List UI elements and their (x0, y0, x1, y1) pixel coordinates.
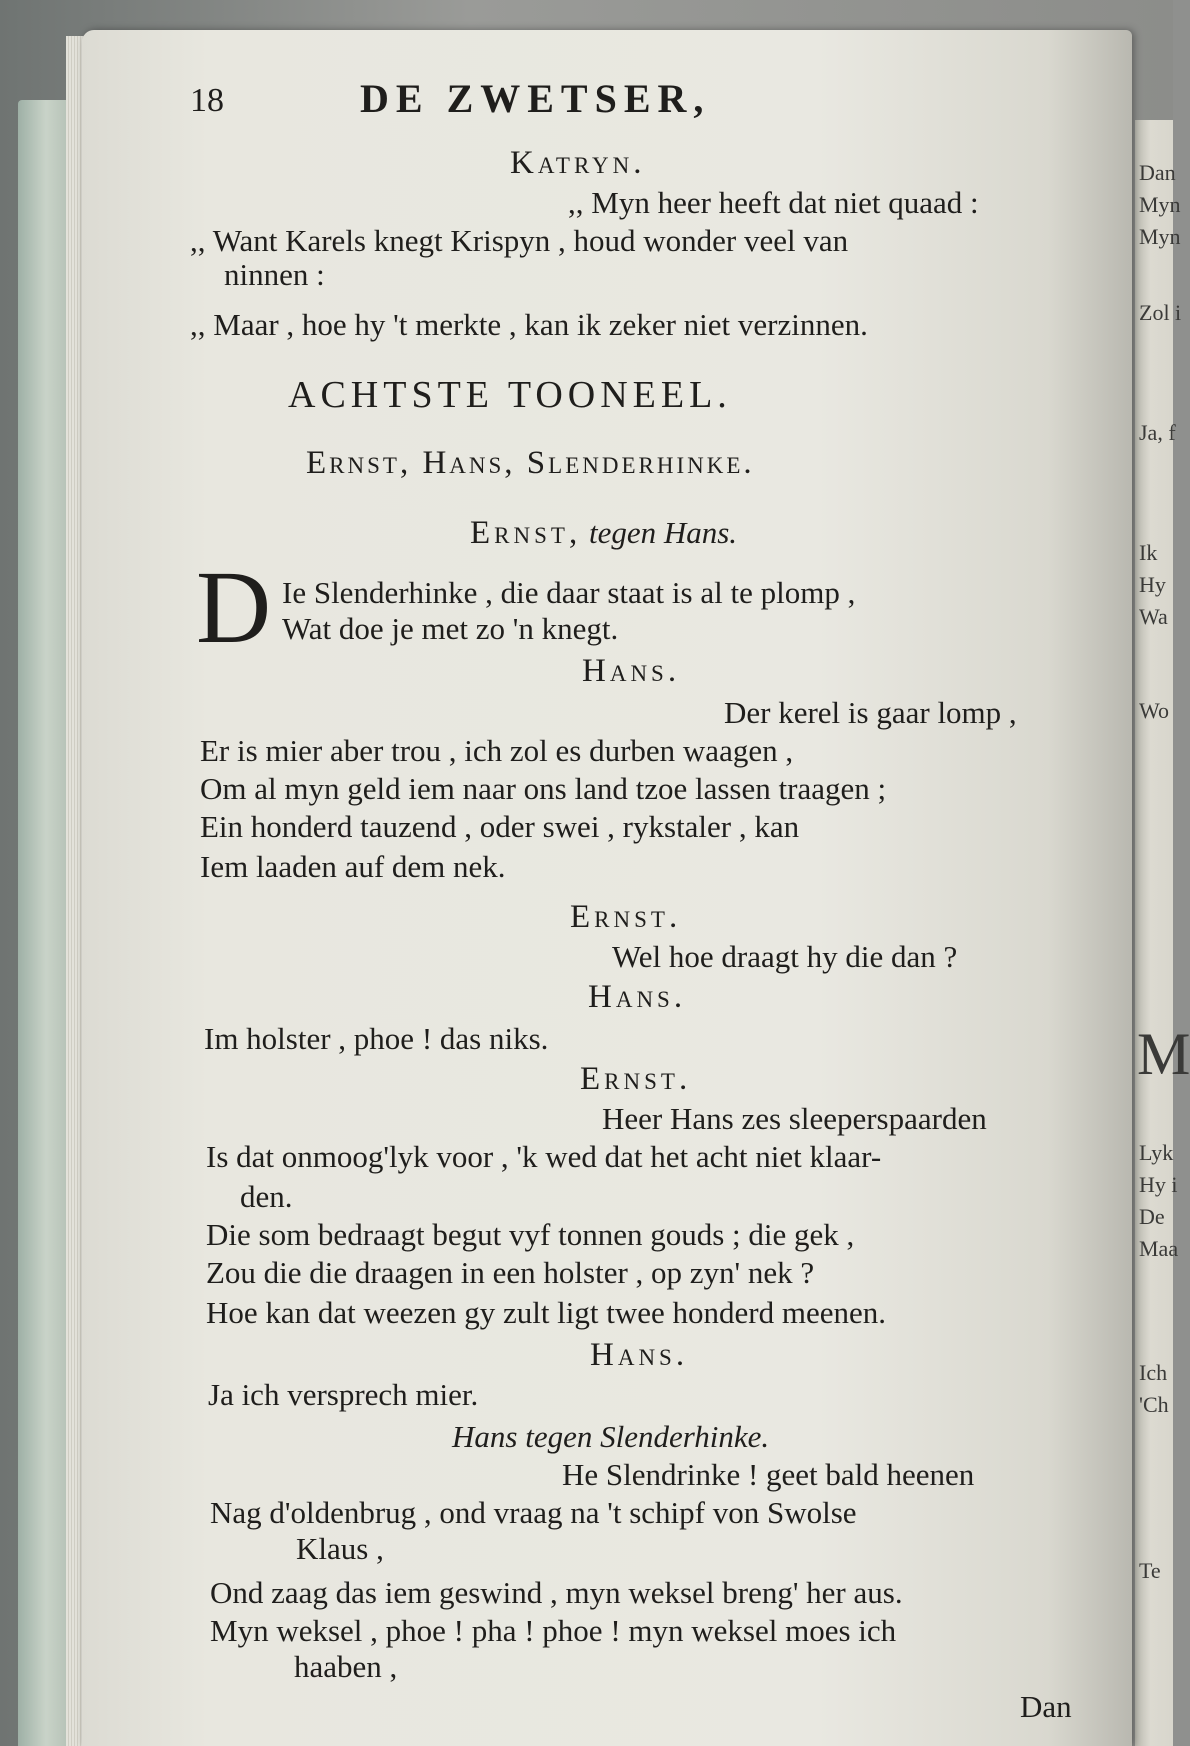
verse-line: Hoe kan dat weezen gy zult ligt twee honderd meenen. (206, 1295, 887, 1330)
stage-direction (452, 1420, 769, 1454)
facing-fragment: Ich (1139, 1360, 1168, 1385)
verse-line: ,, Want Karels knegt Krispyn , houd wonder veel van (190, 223, 849, 258)
facing-fragment: Ja, f (1139, 420, 1176, 445)
speaker-name: Ernst. (570, 899, 682, 935)
facing-fragment: M (1137, 1021, 1190, 1087)
page-number: 18 (190, 82, 224, 119)
verse-line: ,, Myn heer heeft dat niet quaad : (568, 185, 979, 220)
speaker-name: Ernst. (580, 1061, 692, 1097)
verse-line: Myn weksel , phoe ! pha ! phoe ! myn weksel moes ich (210, 1613, 897, 1648)
facing-fragment: Myn (1139, 192, 1181, 217)
verse-line: Er is mier aber trou , ich zol es durben waagen , (200, 733, 794, 768)
scene-heading: ACHTSTE TOONEEL. (288, 374, 732, 416)
verse-line: Zou die die draagen in een holster , op zyn' nek ? (206, 1255, 815, 1290)
facing-fragment: Wa (1139, 604, 1168, 629)
verse-line: den. (240, 1179, 293, 1214)
verse-line: Ein honderd tauzend , oder swei , rykstaler , kan (200, 809, 800, 844)
verse-line: Is dat onmoog'lyk voor , 'k wed dat het acht niet klaar- (206, 1139, 882, 1174)
verse-line: Ja ich versprech mier. (208, 1377, 479, 1412)
facing-fragment: 'Ch (1139, 1392, 1169, 1417)
facing-fragment: Lyk (1139, 1140, 1174, 1165)
stage-direction-text: Hans tegen Slenderhinke. (452, 1419, 770, 1454)
verse-line: Klaus , (296, 1531, 384, 1566)
verse-line: ,, Maar , hoe hy 't merkte , kan ik zeker niet verzinnen. (190, 307, 868, 342)
facing-page (1135, 120, 1190, 1746)
verse-line: haaben , (294, 1649, 398, 1684)
speaker-heading (470, 516, 737, 550)
facing-fragment: Te (1139, 1558, 1161, 1583)
facing-fragment: Hy (1139, 572, 1166, 597)
verse-line: Ond zaag das iem geswind , myn weksel breng' her aus. (210, 1575, 903, 1610)
verse-line: Wel hoe draagt hy die dan ? (612, 939, 958, 974)
facing-fragment: Wo (1139, 698, 1170, 723)
speaker-name: Katryn. (510, 145, 646, 181)
verse-line: Die som bedraagt begut vyf tonnen gouds ; die gek , (206, 1217, 855, 1252)
verse-line: Im holster , phoe ! das niks. (204, 1021, 549, 1056)
verse-line: He Slendrinke ! geet bald heenen (562, 1457, 975, 1492)
verse-line: Iem laaden auf dem nek. (200, 849, 506, 884)
drop-cap: D (196, 550, 272, 665)
facing-fragment: Ik (1139, 540, 1158, 565)
verse-line: Om al myn geld iem naar ons land tzoe lassen traagen ; (200, 771, 887, 806)
verse-line: ninnen : (224, 257, 325, 292)
cast-list: Ernst, Hans, Slenderhinke. (306, 445, 755, 481)
verse-line: Wat doe je met zo 'n knegt. (282, 611, 619, 646)
catchword: Dan (1020, 1689, 1072, 1724)
speaker-name: Ernst, (470, 515, 582, 551)
facing-fragment: Dan (1139, 160, 1176, 185)
facing-fragment: Maa (1139, 1236, 1179, 1261)
verse-line: Ie Slenderhinke , die daar staat is al te plomp , (282, 575, 856, 610)
verse-line: Der kerel is gaar lomp , (724, 695, 1017, 730)
facing-fragment: De (1139, 1204, 1165, 1229)
running-head: DE ZWETSER, (360, 76, 711, 121)
speaker-name: Hans. (588, 979, 687, 1015)
verse-line: Heer Hans zes sleeperspaarden (602, 1101, 987, 1136)
stage-direction: tegen Hans. (588, 515, 738, 550)
verse-line: Nag d'oldenbrug , ond vraag na 't schipf von Swolse (210, 1495, 857, 1530)
speaker-name: Hans. (590, 1337, 689, 1373)
speaker-name: Hans. (582, 653, 681, 689)
facing-fragment: Zol i (1139, 300, 1182, 325)
facing-fragment: Hy i (1139, 1172, 1178, 1197)
facing-fragment: Myn (1139, 224, 1181, 249)
